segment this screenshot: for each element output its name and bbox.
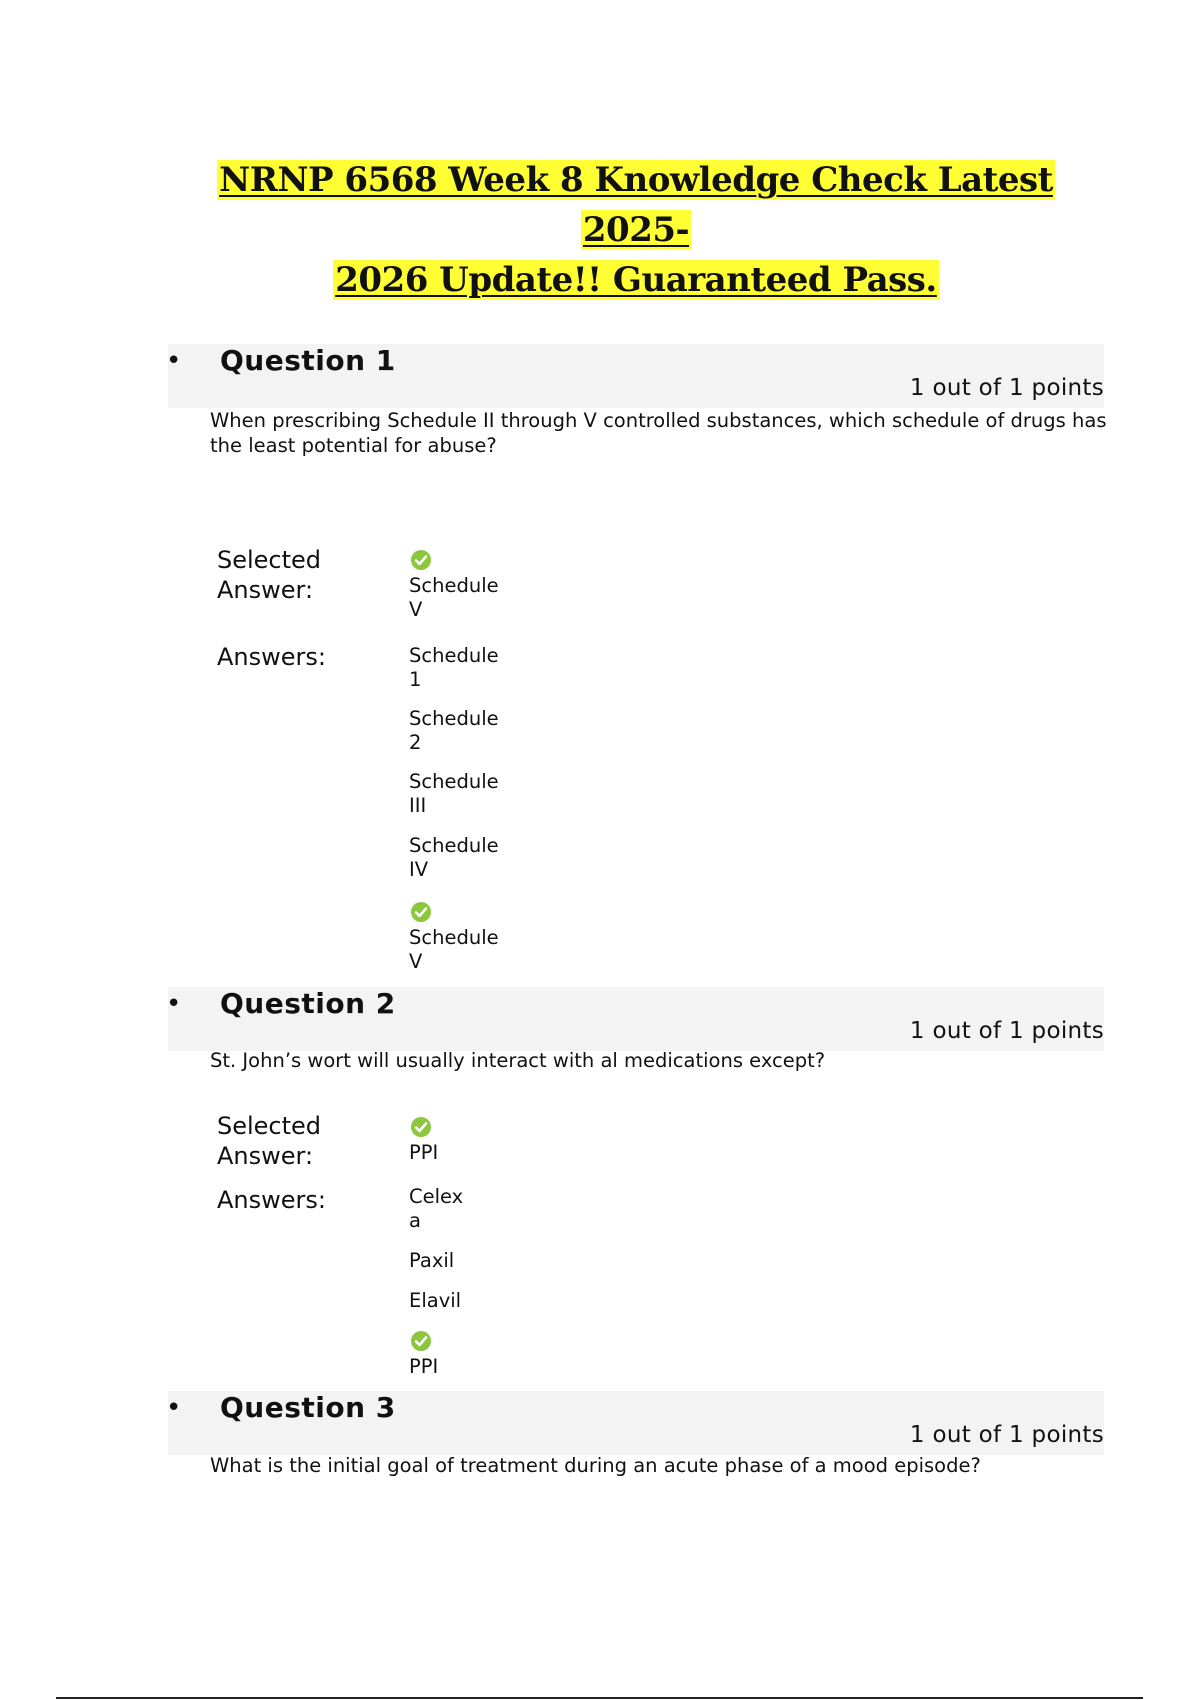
question-points: 1 out of 1 points <box>909 1018 1104 1044</box>
title-line-1: NRNP 6568 Week 8 Knowledge Check Latest 2025- <box>219 160 1053 250</box>
bullet-icon: • <box>166 346 182 376</box>
question-1-header <box>168 344 1104 408</box>
question-title: Question 3 <box>220 1391 396 1424</box>
document-title <box>168 155 1104 305</box>
answer-option: Schedule IV <box>409 834 499 881</box>
question-title: Question 1 <box>220 344 396 377</box>
question-2-text: St. John’s wort will usually interact with al medications except? <box>210 1049 826 1072</box>
answer-option: Paxil <box>409 1249 455 1272</box>
selected-answer-label: Selected Answer: <box>217 546 322 604</box>
check-circle-icon <box>411 550 431 570</box>
selected-answer-label: Selected Answer: <box>217 1112 322 1170</box>
check-circle-icon <box>411 902 431 922</box>
answers-label: Answers: <box>217 643 326 671</box>
question-1-text: When prescribing Schedule II through V controlled substances, which schedule of drugs has the least potential for abuse? <box>210 409 1107 457</box>
answer-option-correct: PPI <box>409 1331 509 1379</box>
answer-option: Elavil <box>409 1289 462 1312</box>
bullet-icon: • <box>166 989 182 1019</box>
selected-answer: PPI <box>409 1117 509 1165</box>
question-3-header <box>168 1391 1104 1455</box>
question-3-text: What is the initial goal of treatment during an acute phase of a mood episode? <box>210 1454 981 1477</box>
answer-option: Schedule 2 <box>409 707 499 754</box>
question-title: Question 2 <box>220 987 396 1020</box>
answers-label: Answers: <box>217 1186 326 1214</box>
answer-option: Schedule 1 <box>409 644 499 691</box>
answer-option: Schedule III <box>409 770 499 817</box>
title-line-2: 2026 Update!! Guaranteed Pass. <box>335 260 937 300</box>
check-circle-icon <box>411 1117 431 1137</box>
answer-option: Celex a <box>409 1185 464 1232</box>
question-points: 1 out of 1 points <box>909 1422 1104 1448</box>
bullet-icon: • <box>166 1393 182 1423</box>
check-circle-icon <box>411 1331 431 1351</box>
answer-option-correct: Schedule V <box>409 902 509 974</box>
selected-answer: Schedule V <box>409 550 509 622</box>
question-2-header <box>168 987 1104 1051</box>
page-footer-rule <box>56 1697 1143 1699</box>
question-points: 1 out of 1 points <box>909 375 1104 401</box>
